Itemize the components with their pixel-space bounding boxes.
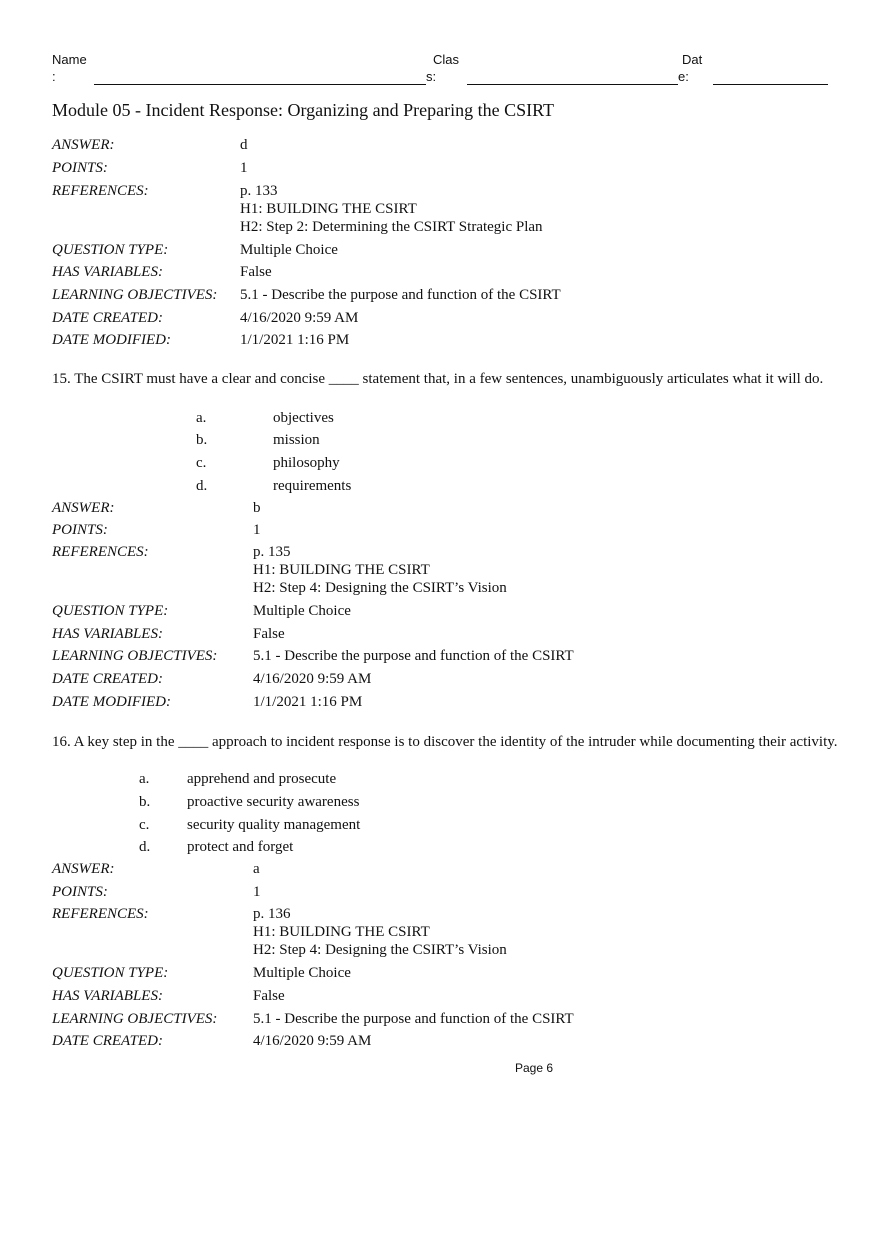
class-line[interactable] (467, 84, 678, 85)
reference-h2: H2: Step 4: Designing the CSIRT’s Vision (253, 942, 507, 958)
option-letter: a. (196, 410, 207, 426)
option-text[interactable]: security quality management (187, 817, 361, 833)
page-number: Page 6 (515, 1061, 554, 1075)
option-letter: c. (196, 455, 207, 471)
question-type-value: Multiple Choice (240, 242, 338, 258)
answer-label: ANSWER: (52, 500, 115, 516)
name-line[interactable] (94, 84, 426, 85)
option-text[interactable]: mission (273, 432, 320, 448)
date-modified-label: DATE MODIFIED: (52, 332, 171, 348)
date-created-value: 4/16/2020 9:59 AM (240, 310, 359, 326)
learning-objectives-label: LEARNING OBJECTIVES: (52, 648, 218, 664)
option-letter: c. (139, 817, 150, 833)
learning-objectives-value: 5.1 - Describe the purpose and function of the CSIRT (240, 287, 561, 303)
answer-label: ANSWER: (52, 861, 115, 877)
points-value: 1 (253, 884, 261, 900)
question-type-label: QUESTION TYPE: (52, 242, 169, 258)
references-label: REFERENCES: (52, 906, 149, 922)
option-text[interactable]: objectives (273, 410, 334, 426)
option-letter: d. (139, 839, 151, 855)
reference-page: p. 133 (240, 183, 278, 199)
date-created-value: 4/16/2020 9:59 AM (253, 671, 372, 687)
has-variables-label: HAS VARIABLES: (52, 988, 163, 1004)
class-label: Clas (433, 52, 460, 67)
points-label: POINTS: (52, 160, 108, 176)
learning-objectives-value: 5.1 - Describe the purpose and function of the CSIRT (253, 648, 574, 664)
option-letter: d. (196, 478, 208, 494)
date-line[interactable] (713, 84, 828, 85)
has-variables-label: HAS VARIABLES: (52, 626, 163, 642)
name-label: Name (52, 52, 87, 67)
points-value: 1 (253, 522, 261, 538)
reference-h1: H1: BUILDING THE CSIRT (240, 201, 417, 217)
reference-page: p. 135 (253, 544, 291, 560)
points-value: 1 (240, 160, 248, 176)
reference-h2: H2: Step 4: Designing the CSIRT’s Vision (253, 580, 507, 596)
option-text[interactable]: apprehend and prosecute (187, 771, 337, 787)
reference-h1: H1: BUILDING THE CSIRT (253, 924, 430, 940)
learning-objectives-value: 5.1 - Describe the purpose and function of the CSIRT (253, 1011, 574, 1027)
answer-label: ANSWER: (52, 137, 115, 153)
date-created-value: 4/16/2020 9:59 AM (253, 1033, 372, 1049)
question-text: 15. The CSIRT must have a clear and concise ____ statement that, in a few sentences, unambiguously articulates what it will do. (52, 371, 824, 387)
question-type-value: Multiple Choice (253, 965, 351, 981)
date-created-label: DATE CREATED: (52, 671, 163, 687)
learning-objectives-label: LEARNING OBJECTIVES: (52, 1011, 218, 1027)
date-colon: e: (678, 69, 689, 84)
learning-objectives-label: LEARNING OBJECTIVES: (52, 287, 218, 303)
option-letter: b. (196, 432, 208, 448)
question-text: 16. A key step in the ____ approach to incident response is to discover the identity of the intruder while documenting their activity. (52, 734, 838, 750)
has-variables-value: False (253, 626, 285, 642)
answer-value: b (253, 500, 261, 516)
page-title: Module 05 - Incident Response: Organizing and Preparing the CSIRT (52, 100, 554, 120)
points-label: POINTS: (52, 522, 108, 538)
option-text[interactable]: philosophy (273, 455, 340, 471)
question-type-label: QUESTION TYPE: (52, 965, 169, 981)
date-modified-value: 1/1/2021 1:16 PM (240, 332, 350, 348)
answer-value: d (240, 137, 248, 153)
has-variables-value: False (240, 264, 272, 280)
option-text[interactable]: proactive security awareness (187, 794, 360, 810)
option-letter: b. (139, 794, 151, 810)
reference-page: p. 136 (253, 906, 291, 922)
references-label: REFERENCES: (52, 183, 149, 199)
has-variables-label: HAS VARIABLES: (52, 264, 163, 280)
points-label: POINTS: (52, 884, 108, 900)
references-label: REFERENCES: (52, 544, 149, 560)
date-created-label: DATE CREATED: (52, 310, 163, 326)
answer-value: a (253, 861, 260, 877)
date-modified-label: DATE MODIFIED: (52, 694, 171, 710)
date-label: Dat (682, 52, 703, 67)
reference-h1: H1: BUILDING THE CSIRT (253, 562, 430, 578)
class-colon: s: (426, 69, 437, 84)
date-modified-value: 1/1/2021 1:16 PM (253, 694, 363, 710)
has-variables-value: False (253, 988, 285, 1004)
option-letter: a. (139, 771, 150, 787)
option-text[interactable]: requirements (273, 478, 352, 494)
question-type-value: Multiple Choice (253, 603, 351, 619)
name-colon: : (52, 69, 56, 84)
option-text[interactable]: protect and forget (187, 839, 294, 855)
date-created-label: DATE CREATED: (52, 1033, 163, 1049)
reference-h2: H2: Step 2: Determining the CSIRT Strategic Plan (240, 219, 543, 235)
question-type-label: QUESTION TYPE: (52, 603, 169, 619)
